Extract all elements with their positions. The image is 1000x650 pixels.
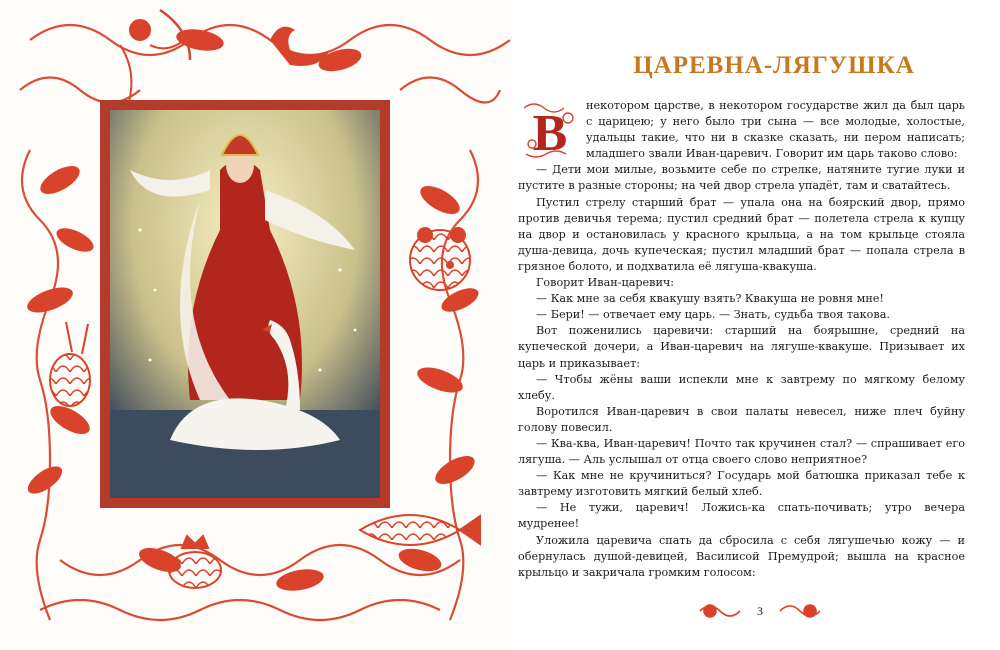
- hare-figure: [50, 322, 90, 406]
- page-footer: [680, 596, 840, 626]
- story-title: ЦАРЕВНА-ЛЯГУШКА: [633, 52, 915, 79]
- bear-figure: [410, 228, 470, 290]
- paragraph: Вот поженились царевичи: старший на боярышне, средний на купеческой дочери, а Иван-царевич на лягуше-квакуше. Призывает их царь и приказывает:: [518, 324, 965, 370]
- story-text: [518, 98, 965, 581]
- paragraph-text: некотором царстве, в некотором государстве жил да был царь с царицею; у него было три сына — все молодые, холостые, удальцы такие, что ни в сказке сказать, ни пером написать; младшего звали Иван-царевич. Говорит им царь таково слово:: [586, 99, 965, 161]
- drop-cap-letter: В: [532, 105, 568, 162]
- paragraph: — Чтобы жёны ваши испекли мне к завтрему по мягкому белому хлебу.: [518, 372, 965, 402]
- paragraph: — Бери! — отвечает ему царь. — Знать, судьба твоя такова.: [536, 308, 890, 322]
- page-number: 3: [757, 604, 763, 618]
- paragraph: — Не тужи, царевич! Ложись-ка спать-почивать; утро вечера мудренее!: [518, 501, 965, 531]
- paragraph: Уложила царевича спать да сбросила с себя лягушечью кожу — и обернулась душой-девицей, Василисой Премудрой; вышла на красное крыльцо и закричала громким голосом:: [518, 533, 965, 579]
- paragraph: — Как мне за себя квакушу взять? Квакуша не ровня мне!: [536, 292, 884, 306]
- paragraph: Говорит Иван-царевич:: [536, 276, 675, 290]
- paragraph: — Дети мои милые, возьмите себе по стрелке, натяните тугие луки и пустите в разные стороны; на чей двор стрела упадёт, там и сватайтесь.: [518, 163, 965, 193]
- drop-cap-ornament: [518, 98, 582, 162]
- paragraph: Воротился Иван-царевич в свои палаты невесел, ниже плеч буйну голову повесил.: [518, 404, 965, 434]
- fish-figure: [360, 515, 480, 545]
- paragraph: Пустил стрелу старший брат — упала она на боярский двор, прямо против девичья терема; пустил средний брат — полетела стрела к купцу на двор и остановилась у красного крыльца, а на том крыльце стояла душа-девица, дочь купеческая; пустил младший брат — попала стрела в грязное болото, и подхватила её лягуша-квакуша.: [518, 195, 965, 273]
- bird-figure: [270, 27, 330, 66]
- frog-figure: [169, 536, 221, 588]
- illustration-princess-swan: [110, 110, 380, 498]
- illustration-frame: [100, 100, 390, 508]
- paragraph: — Как мне не кручиниться? Государь мой батюшка приказал тебе к завтрему изготовить мягкий белый хлеб.: [518, 469, 965, 499]
- paragraph: — Ква-ква, Иван-царевич! Почто так кручинен стал? — спрашивает его лягуша. — Аль услышал от отца своего слово неприятное?: [518, 436, 965, 467]
- paragraph-1: [518, 98, 965, 162]
